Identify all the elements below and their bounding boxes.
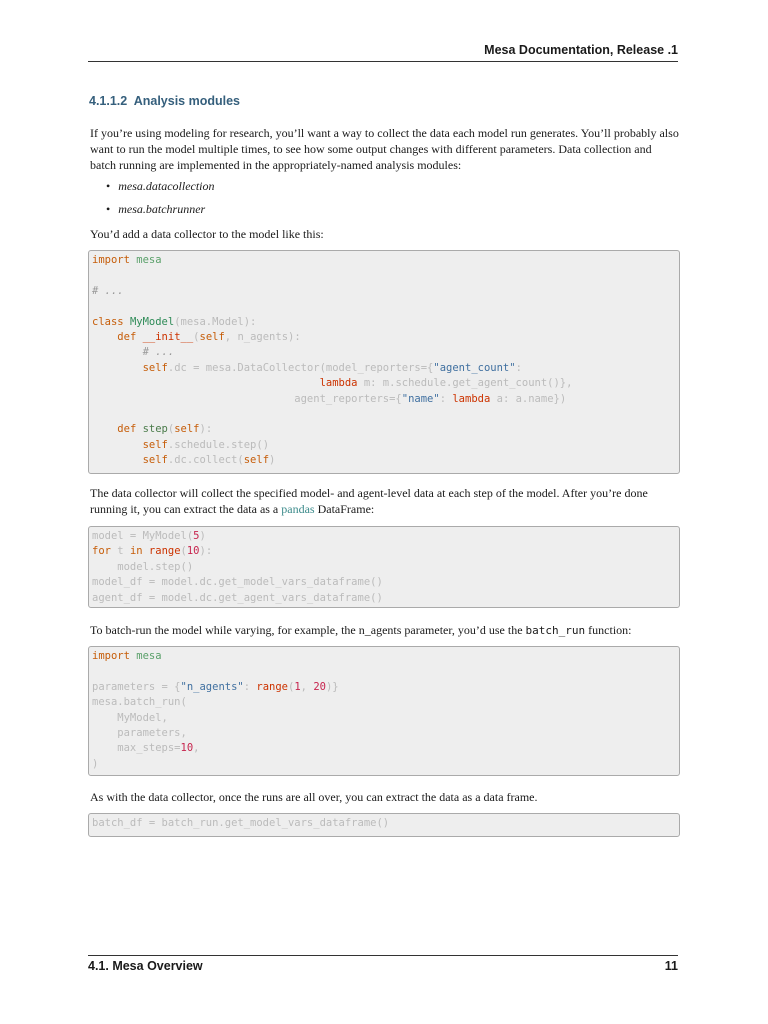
code-line [92, 299, 676, 314]
code-token: mesa [136, 254, 162, 266]
code-token: ( [167, 423, 175, 436]
code-token: self [142, 361, 168, 374]
code-token: : [439, 392, 453, 405]
code-line [92, 453, 676, 468]
code-block-run-model [88, 526, 680, 608]
code-token: ( [193, 331, 200, 344]
code-token: .dc.collect( [167, 454, 244, 467]
code-token: import [92, 254, 130, 266]
code-token: : [515, 361, 522, 374]
code-token: 5 [193, 530, 200, 542]
code-token: range [256, 680, 288, 693]
code-line [92, 695, 676, 710]
pandas-link[interactable]: pandas [281, 502, 315, 516]
code-token: ) [199, 530, 206, 542]
code-token: model_df = model.dc.get_model_vars_dataframe() [92, 576, 383, 589]
code-line [92, 544, 676, 559]
code-token [92, 423, 117, 435]
batch-run-inline-code: batch_run [525, 624, 586, 637]
code-token: .schedule.step() [167, 438, 270, 451]
code-line [92, 816, 676, 831]
code-token [92, 331, 117, 343]
code-token [92, 377, 320, 389]
code-token [92, 439, 143, 451]
code-token: MyModel [129, 315, 175, 328]
code-line [92, 361, 676, 376]
code-block-datacollector [88, 250, 680, 474]
code-line [92, 330, 676, 345]
collect-paragraph [90, 485, 680, 517]
code-token: self [142, 454, 168, 467]
code-token: agent_reporters={ [92, 392, 402, 405]
code-token: import [92, 650, 130, 662]
code-token: batch_df = batch_run.get_model_vars_dataframe() [92, 817, 390, 829]
code-token: ( [180, 545, 187, 558]
module-list [106, 178, 215, 224]
code-token: range [148, 545, 181, 558]
code-block-batch-run [88, 646, 680, 776]
code-token: .dc = mesa.DataCollector(model_reporters={ [167, 361, 434, 374]
code-line [92, 315, 676, 330]
batch-text-after: function: [585, 623, 632, 637]
code-token: mesa.batch_run( [92, 696, 187, 709]
batch-text-before: To batch-run the model while varying, for example, the n_agents parameter, you’d use the [90, 623, 526, 637]
page-number: 11 [664, 959, 678, 973]
code-token: mesa [136, 650, 162, 662]
code-token: # ... [142, 346, 175, 359]
code-token: self [243, 454, 270, 467]
code-line [92, 757, 676, 772]
code-line [92, 253, 676, 268]
code-line [92, 680, 676, 695]
collect-text-after: DataFrame: [314, 502, 375, 516]
code-token: model.step() [92, 560, 194, 573]
section-number: 4.1.1.2 [89, 94, 128, 108]
code-token: # ... [92, 284, 124, 297]
section-heading [89, 94, 240, 108]
code-token: self [174, 423, 200, 436]
footer-section: 4.1. Mesa Overview [88, 959, 203, 973]
code-line [92, 438, 676, 453]
code-token: model = MyModel( [92, 530, 194, 542]
batch-paragraph [90, 622, 680, 639]
code-line [92, 376, 676, 391]
code-token: 10 [180, 742, 194, 755]
code-token: (mesa.Model): [174, 315, 257, 328]
code-token: __init__ [142, 331, 194, 344]
code-token: "n_agents" [180, 680, 244, 693]
code-token: m: m.schedule.get_agent_count()}, [357, 377, 573, 390]
code-line [92, 726, 676, 741]
document-page [88, 0, 682, 1024]
code-token: ) [92, 757, 99, 770]
code-line [92, 664, 676, 679]
running-footer [88, 955, 678, 973]
intro-paragraph: If you’re using modeling for research, you’ll want a way to collect the data each model run generates. You’ll probably also want to run the model multiple times, to see how some output changes with different parameters. Data collection and batch running are implemented in the appropriately-named analysis modules: [90, 126, 679, 172]
code-token: , [300, 680, 314, 693]
code-token: : [243, 680, 257, 693]
code-line [92, 529, 676, 544]
code-token: 10 [186, 545, 200, 558]
code-line [92, 422, 676, 437]
collect-text-before: The data collector will collect the specified model- and agent-level data at each step of the model. After you’re done running it, you can extract the data as a [90, 486, 648, 516]
code-token: step [142, 423, 168, 436]
code-token: ( [288, 680, 295, 693]
extract-paragraph: As with the data collector, once the runs are all over, you can extract the data as a data frame. [90, 790, 538, 804]
module-list-item: • mesa.batchrunner [106, 201, 215, 224]
code-token: def [117, 423, 137, 436]
code-token: lambda [452, 392, 491, 405]
code-line [92, 284, 676, 299]
code-token: self [199, 331, 225, 344]
code-token: def [117, 331, 137, 344]
code-line [92, 560, 676, 575]
code-token: )} [325, 680, 339, 693]
code-token: 20 [313, 680, 326, 693]
code-token: MyModel, [92, 711, 168, 724]
code-token: ): [199, 423, 213, 436]
code-token: 1 [294, 680, 301, 693]
code-line [92, 591, 676, 606]
code-token [92, 346, 143, 358]
code-token: ) [269, 454, 276, 467]
code-token: class [92, 315, 124, 328]
running-header: Mesa Documentation, Release .1 [88, 43, 678, 62]
code-token: , [193, 742, 200, 755]
code-token: t [110, 545, 130, 558]
code-token: , n_agents): [224, 331, 301, 344]
code-block-batch-dataframe [88, 813, 680, 837]
code-token: in [129, 545, 143, 558]
section-title-text: Analysis modules [133, 94, 241, 108]
code-line [92, 575, 676, 590]
code-token: for [92, 545, 111, 558]
code-line [92, 268, 676, 283]
code-line [92, 741, 676, 756]
code-token: agent_df = model.dc.get_agent_vars_dataframe() [92, 591, 383, 604]
code-line [92, 345, 676, 360]
code-token: max_steps= [92, 742, 181, 755]
code-line [92, 392, 676, 407]
code-token [92, 454, 143, 466]
module-list-item: • mesa.datacollection [106, 178, 215, 201]
code-token: "name" [401, 392, 440, 405]
code-token: parameters = { [92, 680, 181, 693]
code-line [92, 649, 676, 664]
code-token: a: a.name}) [490, 392, 567, 405]
code-token: lambda [319, 377, 358, 390]
code-token: ): [199, 545, 213, 558]
code-line [92, 711, 676, 726]
code-token: "agent_count" [433, 361, 516, 374]
code-token: self [142, 438, 168, 451]
code-token [92, 362, 143, 374]
code-line [92, 407, 676, 422]
add-collector-paragraph: You’d add a data collector to the model like this: [90, 227, 324, 241]
code-token: parameters, [92, 727, 187, 740]
